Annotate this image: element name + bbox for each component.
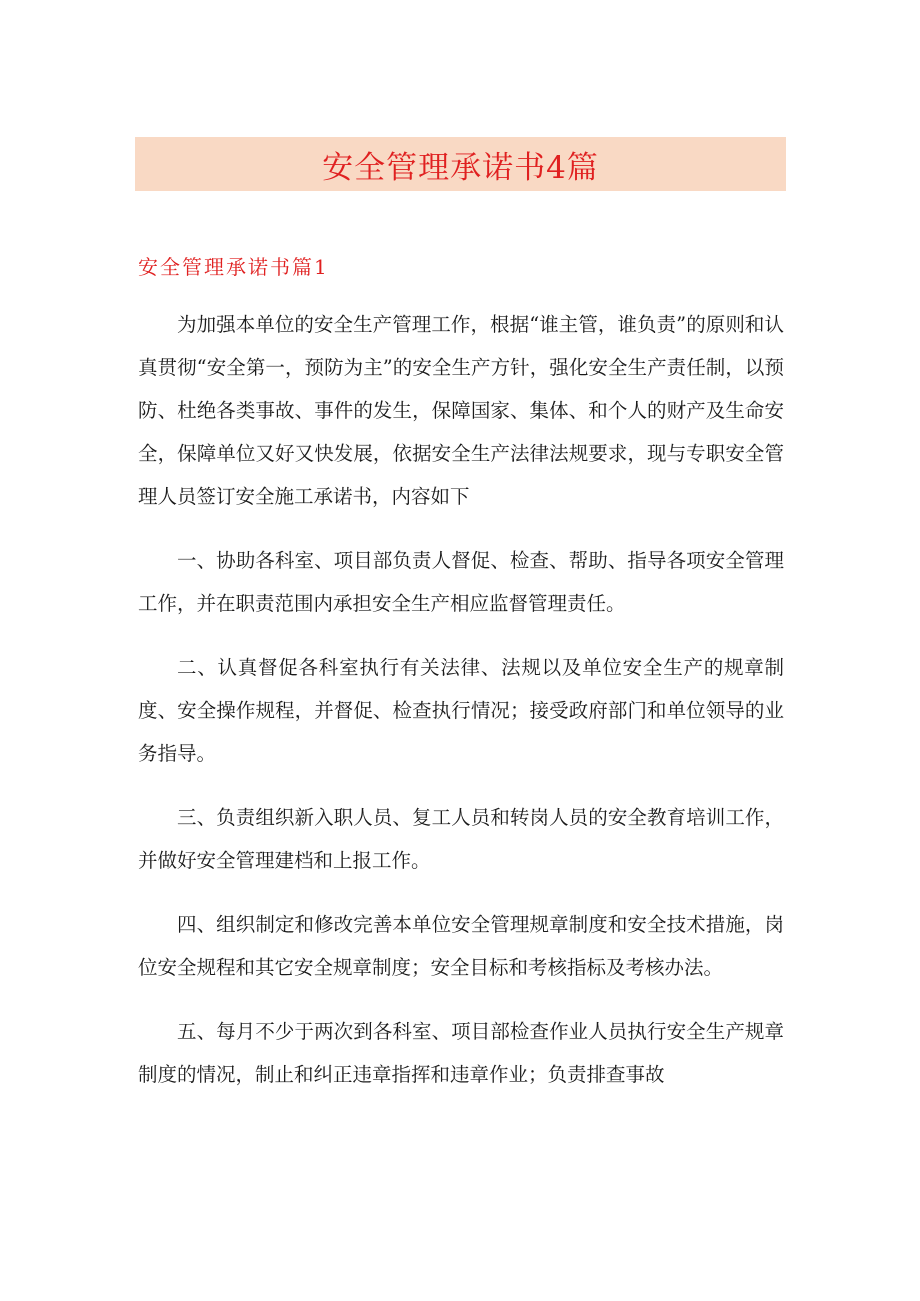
paragraph-item-1: 一、协助各科室、项目部负责人督促、检查、帮助、指导各项安全管理工作，并在职责范围内承担安全生产相应监督管理责任。 <box>138 549 784 615</box>
paragraph-item-3: 三、负责组织新入职人员、复工人员和转岗人员的安全教育培训工作，并做好安全管理建档和上报工作。 <box>138 806 784 872</box>
paragraph-item-2: 二、认真督促各科室执行有关法律、法规以及单位安全生产的规章制度、安全操作规程，并督促、检查执行情况；接受政府部门和单位领导的业务指导。 <box>138 656 784 765</box>
document-title: 安全管理承诺书4篇 <box>322 149 599 186</box>
paragraph-intro: 为加强本单位的安全生产管理工作，根据“谁主管，谁负责”的原则和认真贯彻“安全第一，预防为主”的安全生产方针，强化安全生产责任制，以预防、杜绝各类事故、事件的发生，保障国家、集体、和个人的财产及生命安全，保障单位又好又快发展，依据安全生产法律法规要求，现与专职安全管理人员签订安全施工承诺书，内容如下 <box>138 313 784 508</box>
paragraph-item-4: 四、组织制定和修改完善本单位安全管理规章制度和安全技术措施，岗位安全规程和其它安全规章制度；安全目标和考核指标及考核办法。 <box>138 913 784 979</box>
title-banner <box>135 137 786 191</box>
section-heading: 安全管理承诺书篇1 <box>138 255 329 279</box>
paragraph-item-5: 五、每月不少于两次到各科室、项目部检查作业人员执行安全生产规章制度的情况，制止和纠正违章指挥和违章作业；负责排查事故 <box>138 1020 784 1086</box>
document-body <box>138 303 784 1096</box>
